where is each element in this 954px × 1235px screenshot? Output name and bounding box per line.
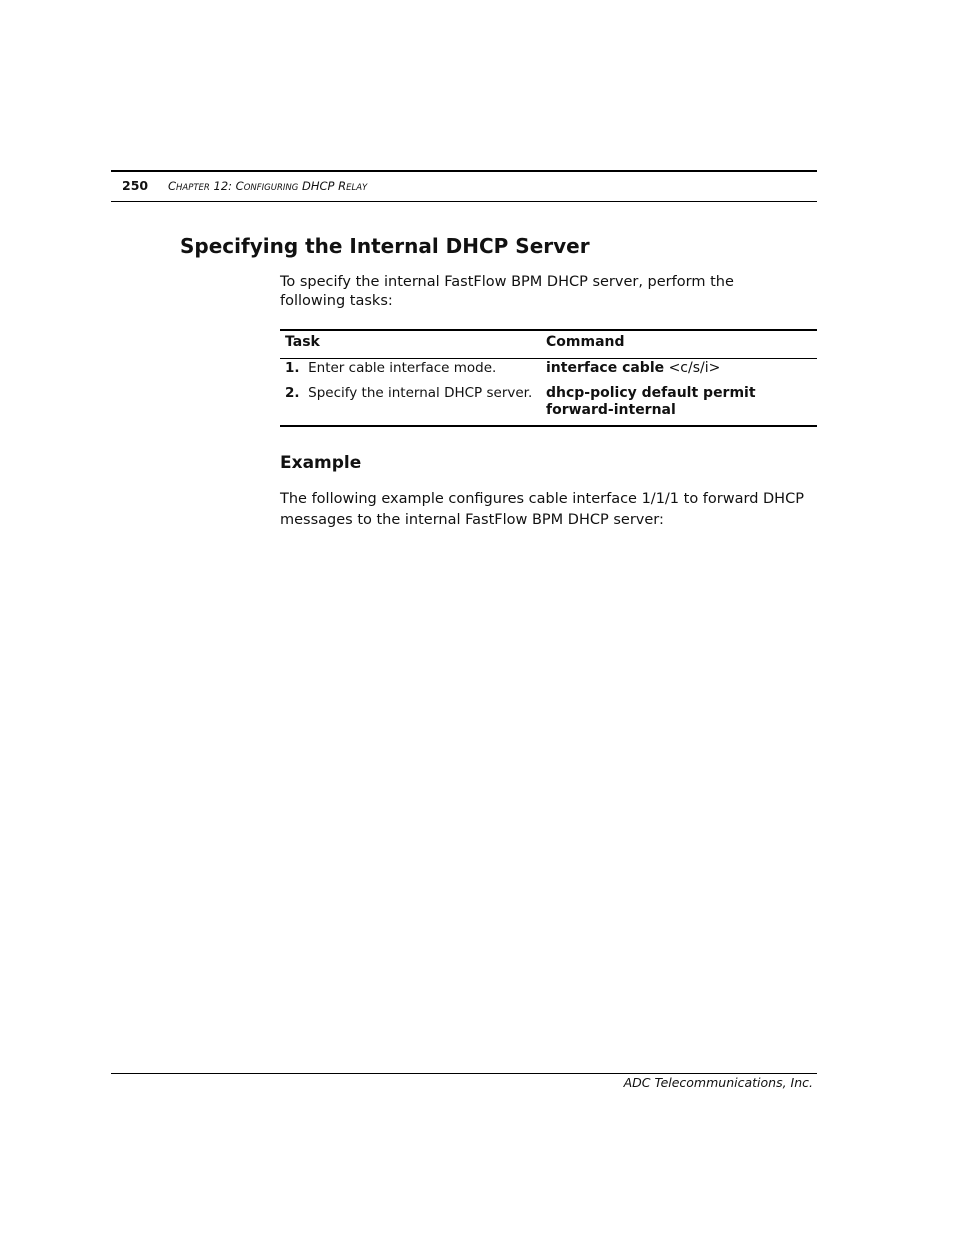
- table-header-task: Task: [285, 334, 320, 350]
- table-bottom-rule: [280, 425, 817, 427]
- footer-text: ADC Telecommunications, Inc.: [623, 1075, 813, 1090]
- table-header-command: Command: [546, 334, 625, 350]
- intro-paragraph: To specify the internal FastFlow BPM DHCP server, perform the following tasks:: [280, 274, 734, 309]
- header-top-rule: [111, 170, 817, 172]
- command-cell: dhcp-policy default permit forward-internal: [546, 385, 756, 418]
- example-heading: Example: [280, 453, 362, 473]
- footer-rule: [111, 1073, 817, 1074]
- header-bottom-rule: [111, 201, 817, 202]
- command-cell: interface cable <c/s/i>: [546, 360, 721, 376]
- table-row: [285, 385, 532, 402]
- running-header: [122, 177, 368, 195]
- step-number: 1.: [285, 360, 300, 376]
- step-number: 2.: [285, 385, 300, 401]
- task-text: Specify the internal DHCP server.: [308, 385, 533, 401]
- table-row: [285, 360, 496, 377]
- page-number: 250: [122, 178, 149, 193]
- section-title: Specifying the Internal DHCP Server: [180, 234, 590, 258]
- example-paragraph: The following example configures cable interface 1/1/1 to forward DHCP messages to the internal FastFlow BPM DHCP server:: [280, 491, 804, 528]
- table-header-rule: [280, 358, 817, 359]
- table-top-rule: [280, 329, 817, 331]
- chapter-title: CHAPTER 12: CONFIGURING DHCP RELAY: [168, 179, 368, 193]
- task-text: Enter cable interface mode.: [308, 360, 497, 376]
